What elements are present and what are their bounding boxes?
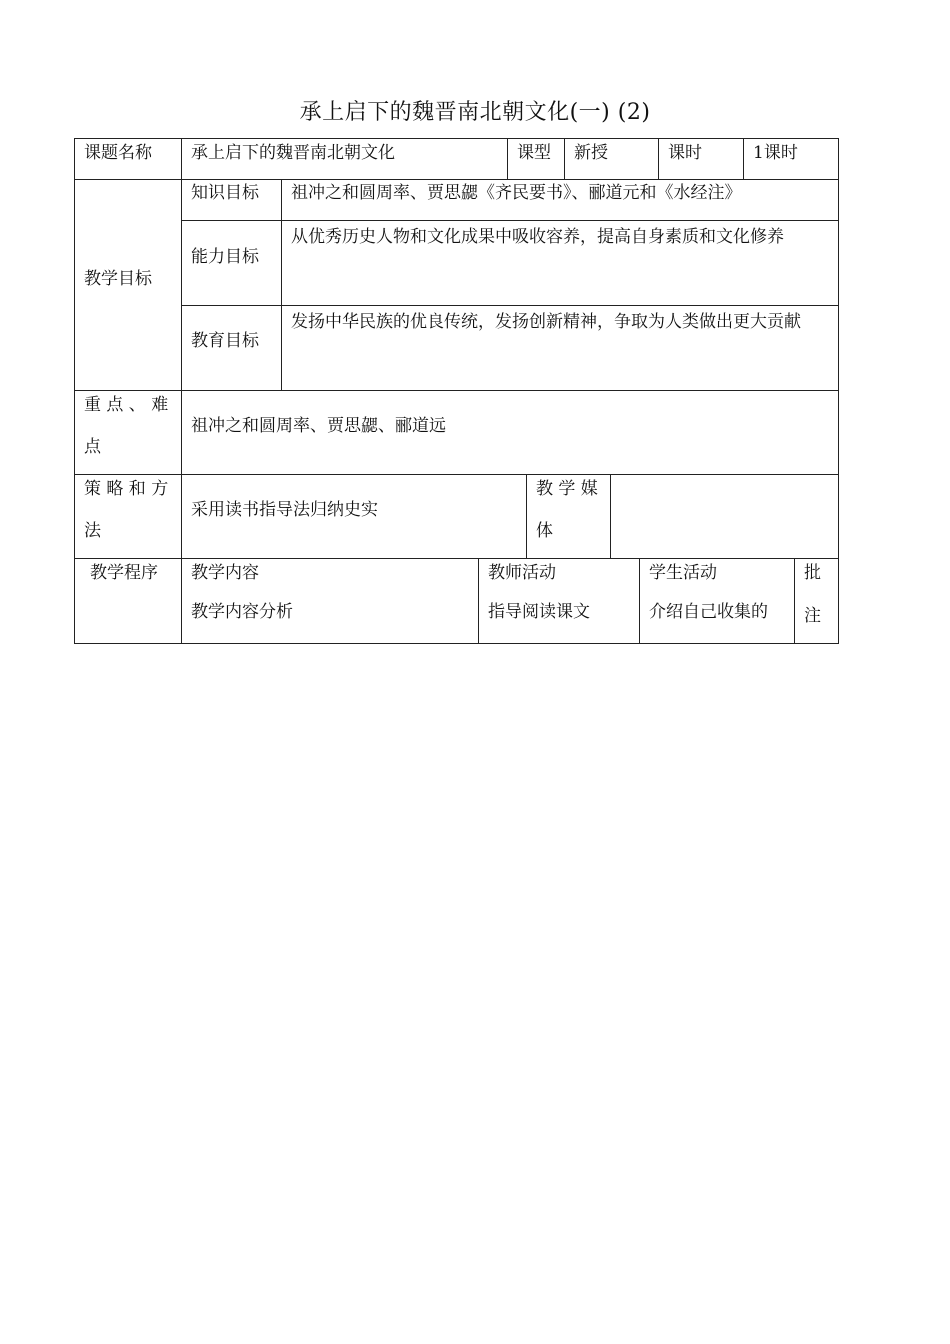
table-border [74,138,839,644]
topic-name-label: 课题名称 [84,143,152,163]
teaching-goals-label: 教学目标 [84,269,152,289]
topic-name-value: 承上启下的魏晋南北朝文化 [191,143,395,163]
col-divider [526,474,527,558]
knowledge-goal-label: 知识目标 [191,183,259,203]
class-hours-value: 1课时 [753,143,798,163]
col-divider [281,179,282,390]
procedure-label: 教学程序 [90,563,158,583]
col-divider [794,558,795,644]
col-divider [610,474,611,558]
knowledge-goal-value: 祖冲之和圆周率、贾思勰《齐民要书》、郦道元和《水经注》 [291,183,742,203]
col-divider [181,474,182,558]
content-header: 教学内容 [191,563,259,583]
content-analysis: 教学内容分析 [191,602,293,622]
student-activity-header: 学生活动 [649,563,717,583]
col-divider [564,138,565,179]
row-divider [74,474,839,475]
row-divider [74,179,839,180]
key-points-label-line1: 重 点 、 难 [84,395,169,415]
notes-label-line2: 注 [804,606,821,626]
col-divider [478,558,479,644]
col-divider [507,138,508,179]
col-divider [639,558,640,644]
col-divider [181,558,182,644]
col-divider [658,138,659,179]
col-divider [743,138,744,179]
teacher-activity-header: 教师活动 [488,563,556,583]
lesson-type-label: 课型 [517,143,551,163]
key-points-label-line2: 点 [84,437,101,457]
student-activity-value: 介绍自己收集的 [649,602,768,622]
strategy-label-line2: 法 [84,521,101,541]
teaching-media-label-line1: 教 学 媒 [536,479,598,499]
class-hours-label: 课时 [668,143,702,163]
document-title: 承上启下的魏晋南北朝文化(一) (2) [299,100,651,125]
strategy-label-line1: 策 略 和 方 [84,479,169,499]
ability-goal-label: 能力目标 [191,247,259,267]
lesson-plan-table [74,138,839,644]
teacher-activity-value: 指导阅读课文 [488,602,590,622]
col-divider [181,390,182,474]
notes-label-line1: 批 [804,563,821,583]
strategy-value: 采用读书指导法归纳史实 [191,500,378,520]
col-divider [181,179,182,390]
education-goal-label: 教育目标 [191,331,259,351]
row-divider [74,390,839,391]
teaching-media-label-line2: 体 [536,521,553,541]
key-points-value: 祖冲之和圆周率、贾思勰、郦道远 [191,416,446,436]
ability-goal-value: 从优秀历史人物和文化成果中吸收容养，提高自身素质和文化修养 [291,227,784,247]
lesson-type-value: 新授 [574,143,608,163]
row-divider [74,558,839,559]
col-divider [181,138,182,179]
education-goal-value: 发扬中华民族的优良传统，发扬创新精神，争取为人类做出更大贡献 [291,312,801,332]
